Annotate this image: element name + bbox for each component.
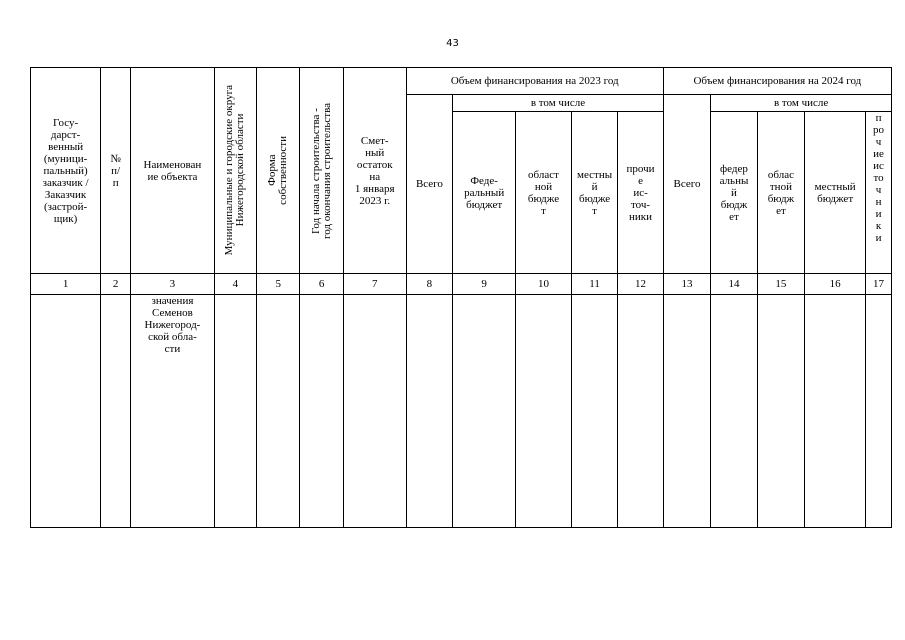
column-number: 8 bbox=[406, 274, 452, 295]
header-total-2023: Всего bbox=[406, 95, 452, 274]
cell-federal-2023 bbox=[453, 295, 516, 528]
cell-construction-years bbox=[300, 295, 343, 528]
cell-number bbox=[101, 295, 131, 528]
column-number: 7 bbox=[343, 274, 406, 295]
header-funding-2023: Объем финансирования на 2023 год bbox=[406, 68, 663, 95]
column-number: 11 bbox=[571, 274, 617, 295]
column-number: 10 bbox=[516, 274, 572, 295]
cell-local-2023 bbox=[571, 295, 617, 528]
header-total-2024: Всего bbox=[663, 95, 710, 274]
header-estimated-balance: Смет- ный остаток на 1 января 2023 г. bbox=[343, 68, 406, 274]
header-ownership: Форма собственности bbox=[266, 136, 290, 205]
cell-other-2023 bbox=[618, 295, 663, 528]
header-federal-2023: Феде- ральный бюджет bbox=[453, 112, 516, 274]
cell-regional-2023 bbox=[516, 295, 572, 528]
header-number: № п/ п bbox=[101, 68, 131, 274]
header-row-1 bbox=[31, 68, 892, 95]
column-number: 15 bbox=[757, 274, 804, 295]
financing-table bbox=[30, 67, 892, 528]
column-number: 5 bbox=[257, 274, 300, 295]
cell-estimated-balance bbox=[343, 295, 406, 528]
header-municipality-cell bbox=[214, 68, 256, 274]
cell-object-name: значения Семенов Нижегород- ской обла- сти bbox=[131, 295, 215, 528]
column-number: 4 bbox=[214, 274, 256, 295]
cell-municipality bbox=[214, 295, 256, 528]
cell-federal-2024 bbox=[711, 295, 757, 528]
cell-regional-2024 bbox=[757, 295, 804, 528]
column-number: 3 bbox=[131, 274, 215, 295]
column-number: 6 bbox=[300, 274, 343, 295]
header-including-2023: в том числе bbox=[453, 95, 664, 112]
header-construction-years: Год начала строительства - год окончания строительства bbox=[309, 102, 333, 239]
header-local-2023: местны й бюдже т bbox=[571, 112, 617, 274]
header-other-2024: п ро ч ие ис то ч н и к и bbox=[866, 112, 892, 274]
column-numbers-row bbox=[31, 274, 892, 295]
cell-total-2024 bbox=[663, 295, 710, 528]
cell-ownership bbox=[257, 295, 300, 528]
header-including-2024: в том числе bbox=[711, 95, 892, 112]
column-number: 16 bbox=[805, 274, 866, 295]
table-row bbox=[31, 295, 892, 528]
header-federal-2024: федер альны й бюдж ет bbox=[711, 112, 757, 274]
header-regional-2024: облас тной бюдж ет bbox=[757, 112, 804, 274]
cell-local-2024 bbox=[805, 295, 866, 528]
header-municipality: Муниципальные и городские округа Нижегородской области bbox=[223, 85, 247, 256]
header-ownership-cell bbox=[257, 68, 300, 274]
column-number: 9 bbox=[453, 274, 516, 295]
header-local-2024: местный бюджет bbox=[805, 112, 866, 274]
header-regional-2023: област ной бюдже т bbox=[516, 112, 572, 274]
header-construction-years-cell bbox=[300, 68, 343, 274]
column-number: 2 bbox=[101, 274, 131, 295]
cell-customer bbox=[31, 295, 101, 528]
header-other-2023: прочи е ис- точ- ники bbox=[618, 112, 663, 274]
cell-other-2024 bbox=[866, 295, 892, 528]
column-number: 1 bbox=[31, 274, 101, 295]
header-object-name: Наименован ие объекта bbox=[131, 68, 215, 274]
column-number: 14 bbox=[711, 274, 757, 295]
header-funding-2024: Объем финансирования на 2024 год bbox=[663, 68, 891, 95]
column-number: 13 bbox=[663, 274, 710, 295]
cell-total-2023 bbox=[406, 295, 452, 528]
column-number: 12 bbox=[618, 274, 663, 295]
page-number: 43 bbox=[446, 38, 459, 49]
header-customer: Госу- дарст- венный (муници- пальный) заказчик / Заказчик (застрой- щик) bbox=[31, 68, 101, 274]
column-number: 17 bbox=[866, 274, 892, 295]
